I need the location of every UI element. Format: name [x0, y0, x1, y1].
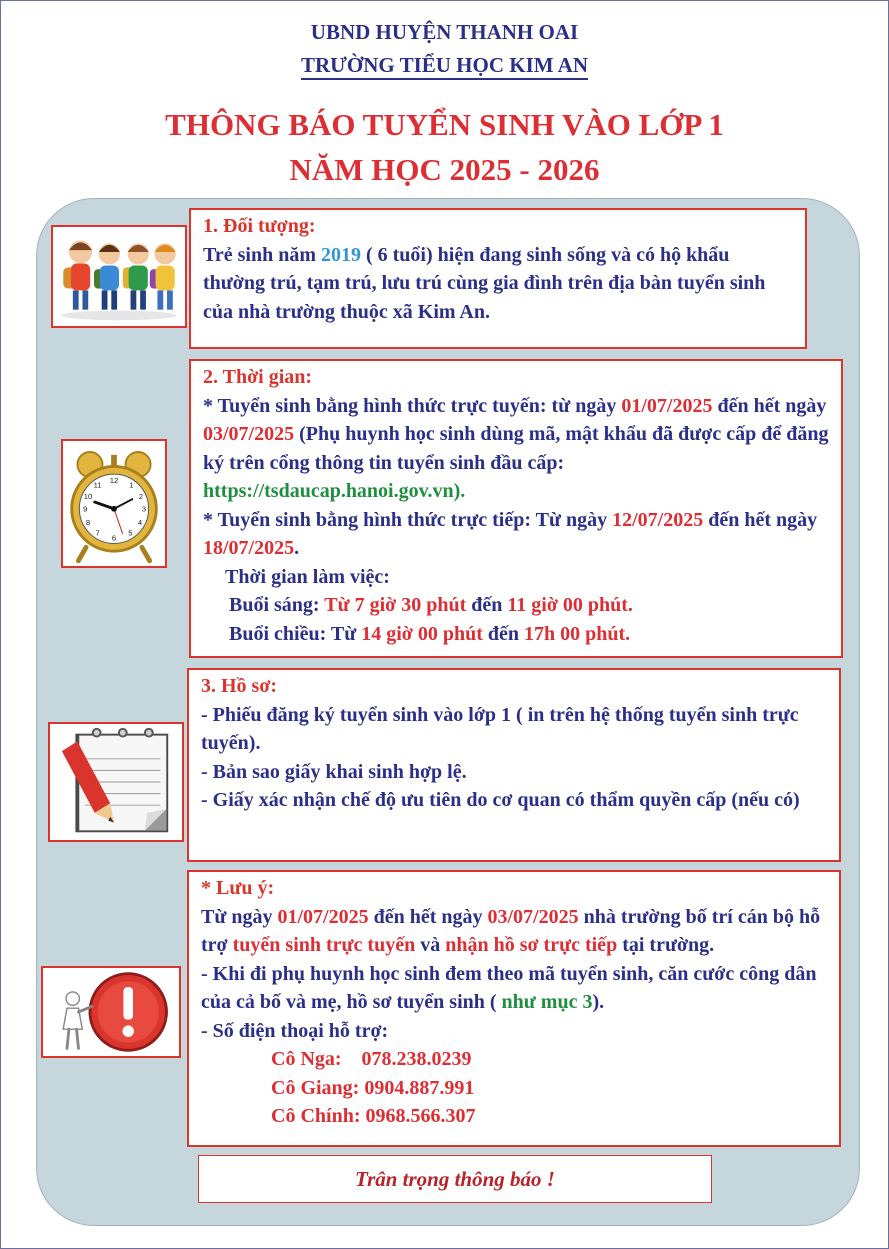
notes-bring-documents: - Khi đi phụ huynh học sinh đem theo mã tuyển sinh, căn cước công dân của cả bố và mẹ, hồ sơ tuyển sinh ( như mục 3). — [201, 962, 817, 1013]
afternoon-hours: Buổi chiều: Từ 14 giờ 00 phút đến 17h 00 phút. — [229, 622, 631, 645]
notepad-pencil-icon — [48, 722, 184, 842]
timeline-box — [189, 359, 843, 658]
document-item-3: - Giấy xác nhận chế độ ưu tiên do cơ quan có thẩm quyền cấp (nếu có) — [201, 789, 800, 811]
notice-title: THÔNG BÁO TUYỂN SINH VÀO LỚP 1 — [165, 107, 724, 142]
online-start-date: 01/07/2025 — [621, 394, 713, 417]
contact-chinh: Cô Chính: 0968.566.307 — [271, 1105, 476, 1127]
svg-text:1: 1 — [129, 480, 134, 490]
direct-registration-text: * Tuyển sinh bằng hình thức trực tiếp: Từ ngày 12/07/2025 đến hết ngày 18/07/2025. — [203, 508, 818, 559]
svg-text:5: 5 — [128, 528, 133, 538]
timeline-heading: 2. Thời gian: — [203, 366, 313, 388]
notes-box — [187, 870, 841, 1147]
support-phone-label: - Số điện thoại hỗ trợ: — [201, 1019, 389, 1042]
svg-text:7: 7 — [95, 528, 100, 538]
direct-end-date: 18/07/2025 — [203, 537, 295, 559]
online-registration-text: * Tuyển sinh bằng hình thức trực tuyến: từ ngày 01/07/2025 đến hết ngày 03/07/2025 (Phụ huynh học sinh dùng mã, mật khẩu đã được cấp để đăng ký trên cổng thông tin tuyển sinh đầu cấp: — [203, 394, 829, 474]
notes-heading: * Lưu ý: — [201, 877, 275, 899]
birth-year: 2019 — [320, 243, 361, 266]
closing-note: Trân trọng thông báo ! — [198, 1155, 712, 1203]
svg-text:8: 8 — [85, 518, 91, 528]
documents-heading: 3. Hồ sơ: — [201, 675, 278, 697]
svg-text:12: 12 — [109, 475, 119, 485]
document-item-1: - Phiếu đăng ký tuyển sinh vào lớp 1 ( in trên hệ thống tuyển sinh trực tuyến). — [201, 703, 799, 754]
svg-text:3: 3 — [141, 504, 146, 514]
eligibility-text: Trẻ sinh năm 2019 ( 6 tuổi) hiện đang sinh sống và có hộ khẩu thường trú, tạm trú, lưu trú cùng gia đình trên địa bàn tuyển sinh của nhà trường thuộc xã Kim An. — [203, 243, 766, 323]
warning-exclamation-icon — [41, 966, 181, 1058]
contact-nga: Cô Nga: 078.238.0239 — [271, 1048, 472, 1070]
svg-text:11: 11 — [93, 480, 102, 490]
eligibility-heading: 1. Đối tượng: — [203, 215, 316, 237]
online-end-date: 03/07/2025 — [203, 423, 295, 445]
authority-name: UBND HUYỆN THANH OAI — [310, 20, 579, 44]
svg-text:9: 9 — [82, 504, 88, 514]
notes-support-text: Từ ngày 01/07/2025 đến hết ngày 03/07/2025 nhà trường bố trí cán bộ hỗ trợ tuyển sinh trực tuyến và nhận hồ sơ trực tiếp tại trường. — [201, 905, 821, 956]
school-name-text: TRƯỜNG TIỂU HỌC KIM AN — [301, 53, 588, 80]
svg-text:4: 4 — [137, 518, 143, 528]
morning-hours: Buổi sáng: Từ 7 giờ 30 phút đến 11 giờ 00 phút. — [229, 594, 633, 616]
contact-giang: Cô Giang: 0904.887.991 — [271, 1076, 475, 1099]
svg-text:10: 10 — [83, 492, 93, 502]
svg-text:2: 2 — [138, 492, 144, 502]
alarm-clock-icon — [61, 439, 167, 568]
work-hours-label: Thời gian làm việc: — [225, 565, 390, 588]
documents-box — [187, 668, 841, 862]
svg-text:6: 6 — [111, 533, 117, 543]
eligibility-box — [189, 208, 807, 349]
children-walking-icon — [51, 225, 187, 328]
direct-start-date: 12/07/2025 — [612, 508, 704, 531]
document-item-2: - Bản sao giấy khai sinh hợp lệ. — [201, 760, 467, 783]
school-year-title: NĂM HỌC 2025 - 2026 — [289, 152, 600, 187]
registration-url-link[interactable]: https://tsdaucap.hanoi.gov.vn). — [203, 480, 466, 502]
school-name — [0, 53, 889, 78]
